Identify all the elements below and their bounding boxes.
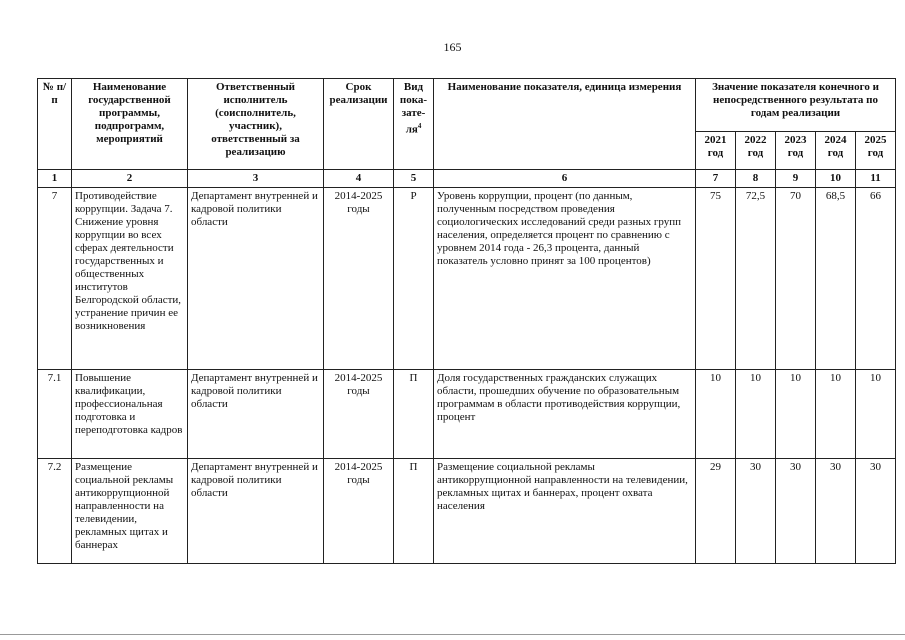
row-type: П [394, 459, 434, 564]
column-number: 5 [394, 170, 434, 188]
header-indicator: Наименование показателя, единица измерения [434, 79, 696, 170]
row-indicator: Размещение социальной рекламы антикоррупционной направленности на телевидении, рекламных щитах и баннерах, процент охвата населения [434, 459, 696, 564]
row-value: 72,5 [736, 188, 776, 370]
table-row [38, 370, 896, 459]
row-value: 29 [696, 459, 736, 564]
column-number: 3 [188, 170, 324, 188]
column-number: 4 [324, 170, 394, 188]
table-row [38, 459, 896, 564]
row-value: 30 [736, 459, 776, 564]
row-value: 10 [776, 370, 816, 459]
column-number: 1 [38, 170, 72, 188]
column-number: 8 [736, 170, 776, 188]
column-number: 7 [696, 170, 736, 188]
row-value: 30 [816, 459, 856, 564]
header-num: № п/п [38, 79, 72, 170]
header-program: Наименование государственной программы, подпрограмм, мероприятий [72, 79, 188, 170]
header-year: 2021 год [696, 132, 736, 170]
row-program: Размещение социальной рекламы антикоррупционной направленности на телевидении, рекламных щитах и баннерах [72, 459, 188, 564]
row-period: 2014-2025 годы [324, 370, 394, 459]
row-type: П [394, 370, 434, 459]
row-period: 2014-2025 годы [324, 188, 394, 370]
row-program: Повышение квалификации, профессиональная подготовка и переподготовка кадров [72, 370, 188, 459]
row-type: Р [394, 188, 434, 370]
row-executor: Департамент внутренней и кадровой политики области [188, 459, 324, 564]
page-number: 165 [443, 40, 462, 54]
column-number-row [38, 170, 896, 188]
column-number: 11 [856, 170, 896, 188]
column-number: 6 [434, 170, 696, 188]
column-number: 2 [72, 170, 188, 188]
header-year: 2023 год [776, 132, 816, 170]
header-period: Срок реализации [324, 79, 394, 170]
header-year: 2025 год [856, 132, 896, 170]
row-executor: Департамент внутренней и кадровой политики области [188, 370, 324, 459]
row-value: 30 [856, 459, 896, 564]
row-value: 68,5 [816, 188, 856, 370]
row-value: 10 [856, 370, 896, 459]
column-number: 10 [816, 170, 856, 188]
column-number: 9 [776, 170, 816, 188]
row-program: Противодействие коррупции. Задача 7. Снижение уровня коррупции во всех сферах деятельности государственных и общественных институтов Белгородской области, устранение причин ее возникновения [72, 188, 188, 370]
header-type-footnote: 4 [417, 122, 422, 130]
header-type [394, 79, 434, 170]
row-indicator: Уровень коррупции, процент (по данным, полученным посредством проведения социологических исследований среди разных групп населения, определяется процент по сравнению с уровнем 2014 года - 26,3 процента, данный показатель условно принят за 100 процентов) [434, 188, 696, 370]
row-value: 10 [696, 370, 736, 459]
row-value: 30 [776, 459, 816, 564]
row-executor: Департамент внутренней и кадровой политики области [188, 188, 324, 370]
header-value-group: Значение показателя конечного и непосредственного результата по годам реализации [696, 79, 896, 132]
page-bottom-rule [0, 634, 905, 635]
row-num: 7.1 [38, 370, 72, 459]
row-value: 75 [696, 188, 736, 370]
row-num: 7 [38, 188, 72, 370]
header-type-label: Вид пока-зате-ля [399, 81, 428, 136]
row-value: 10 [816, 370, 856, 459]
row-value: 10 [736, 370, 776, 459]
header-year: 2024 год [816, 132, 856, 170]
row-indicator: Доля государственных гражданских служащих области, прошедших обучение по образовательным программам в области противодействия коррупции, процент [434, 370, 696, 459]
header-year: 2022 год [736, 132, 776, 170]
table-row [38, 188, 896, 370]
row-value: 66 [856, 188, 896, 370]
row-period: 2014-2025 годы [324, 459, 394, 564]
row-num: 7.2 [38, 459, 72, 564]
indicator-table [37, 78, 896, 564]
row-value: 70 [776, 188, 816, 370]
header-executor: Ответственный исполнитель (соисполнитель, участник), ответственный за реализацию [188, 79, 324, 170]
